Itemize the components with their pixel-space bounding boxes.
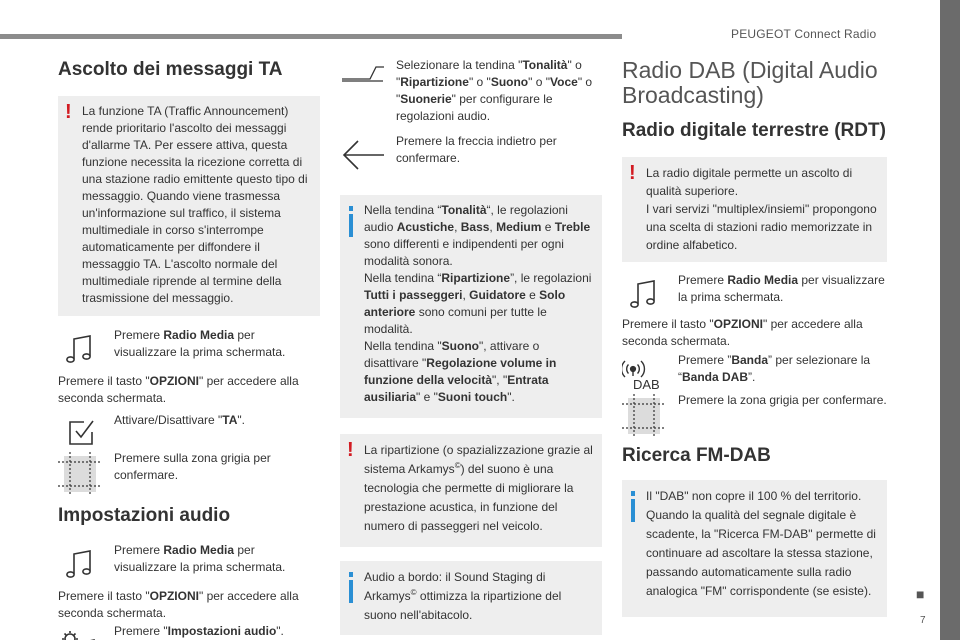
ta-warning-text: La funzione TA (Traffic Announcement) rende prioritario l'ascolto dei messaggi d'allarme TA. Per essere attiva, questa funzione necessita la ricezione corretta di una stazione radio emittente questo tipo di messaggio. Quando viene trasmessa un'informazione sul traffico, il sistema multimediale in corso s'interrompe automaticamente per diffondere il messaggio TA. L'ascolto normale del multimediale riprende al termine della trasmissione del messaggio. — [82, 104, 308, 305]
dab-radio-icon — [622, 354, 666, 394]
step-toggle-ta: Attivare/Disattivare "TA". — [58, 412, 320, 450]
heading-rdt: Radio digitale terrestre (RDT) — [622, 120, 886, 141]
header-title: PEUGEOT Connect Radio — [731, 27, 877, 41]
tonalita-info-box: Nella tendina “Tonalità“, le regolazioni audio Acustiche, Bass, Medium e Treble sono differenti e indipendenti per ogni modalità sonora. Nella tendina “Ripartizione”, le regolazioni Tutti i passeggeri, Guidatore e Solo anteriore sono comuni per tutte le modalità. Nella tendina "Suono", attivare o disattivare "Regolazione volume in funzione della velocità", "Entrata ausiliaria" e "Suoni touch". — [340, 195, 602, 418]
back-arrow-icon — [340, 135, 384, 175]
step-radio-media-dab: Premere Radio Media per visualizzare la prima schermata. — [622, 272, 887, 310]
column-2 — [340, 57, 602, 635]
column-1 — [58, 56, 320, 640]
music-note-icon — [58, 329, 102, 369]
end-of-section-mark: ■ — [916, 586, 925, 602]
grey-zone-icon — [622, 394, 666, 438]
step-radio-media: Premere Radio Media per visualizzare la prima schermata. — [58, 327, 320, 365]
step-grey-zone-dab: Premere la zona grigia per confermare. — [622, 392, 887, 430]
opzioni-instruction-2: Premere il tasto "OPZIONI" per accedere alla seconda schermata. — [58, 589, 299, 620]
dab-title: Radio DAB (Digital Audio Broadcasting) — [622, 57, 878, 108]
step-grey-zone: Premere sulla zona grigia per confermare. — [58, 450, 320, 488]
heading-ta-messages: Ascolto dei messaggi TA — [58, 59, 283, 80]
heading-audio-settings: Impostazioni audio — [58, 505, 231, 526]
step-select-tab: Selezionare la tendina "Tonalità" o "Ripartizione" o "Suono" o "Voce" o "Suonerie" per configurare le regolazioni audio. — [340, 57, 602, 125]
opzioni-instruction-dab: Premere il tasto "OPZIONI" per accedere alla seconda schermata. — [622, 317, 863, 348]
ta-warning-box — [58, 96, 320, 316]
step-select-band: DAB Premere ”Banda” per selezionare la “Banda DAB”. — [622, 352, 887, 390]
top-divider-bar — [0, 34, 622, 39]
page-number: 7 — [920, 615, 926, 626]
grey-zone-icon — [58, 452, 102, 496]
arkamys-warning-box: ! La ripartizione (o spazializzazione grazie al sistema Arkamys©) del suono è una tecnologia che permette di migliorare la prestazione acustica, in funzione del numero di passeggeri nel veicolo. — [340, 434, 602, 547]
music-note-icon — [622, 274, 666, 314]
page-side-tab — [940, 0, 960, 640]
column-3 — [622, 58, 887, 617]
opzioni-instruction: Premere il tasto "OPZIONI" per accedere alla seconda schermata. — [58, 374, 299, 405]
heading-fm-dab: Ricerca FM-DAB — [622, 445, 771, 466]
tab-selector-icon — [340, 59, 384, 89]
music-note-icon — [58, 544, 102, 584]
step-back-arrow: Premere la freccia indietro per confermare. — [340, 133, 602, 171]
dab-warning-box: ! La radio digitale permette un ascolto di qualità superiore. I vari servizi "multiplex/insiemi" propongono una scelta di stazioni radio memorizzate in ordine alfabetico. — [622, 157, 887, 262]
step-audio-settings: Premere "Impostazioni audio". — [58, 623, 320, 640]
fm-dab-info-box: Il "DAB" non copre il 100 % del territorio. Quando la qualità del segnale digitale è scadente, la "Ricerca FM-DAB" permette di continuare ad ascoltare la stessa stazione, passando automaticamente sulla radio analogica "FM" corrispondente (se esiste). — [622, 480, 887, 617]
checkbox-checked-icon — [58, 414, 102, 454]
dab-label: DAB — [633, 377, 660, 392]
settings-music-icon — [58, 625, 102, 640]
sound-staging-info-box: Audio a bordo: il Sound Staging di Arkamys© ottimizza la ripartizione del suono nell'abitacolo. — [340, 561, 602, 635]
step-radio-media-2: Premere Radio Media per visualizzare la prima schermata. — [58, 542, 320, 580]
